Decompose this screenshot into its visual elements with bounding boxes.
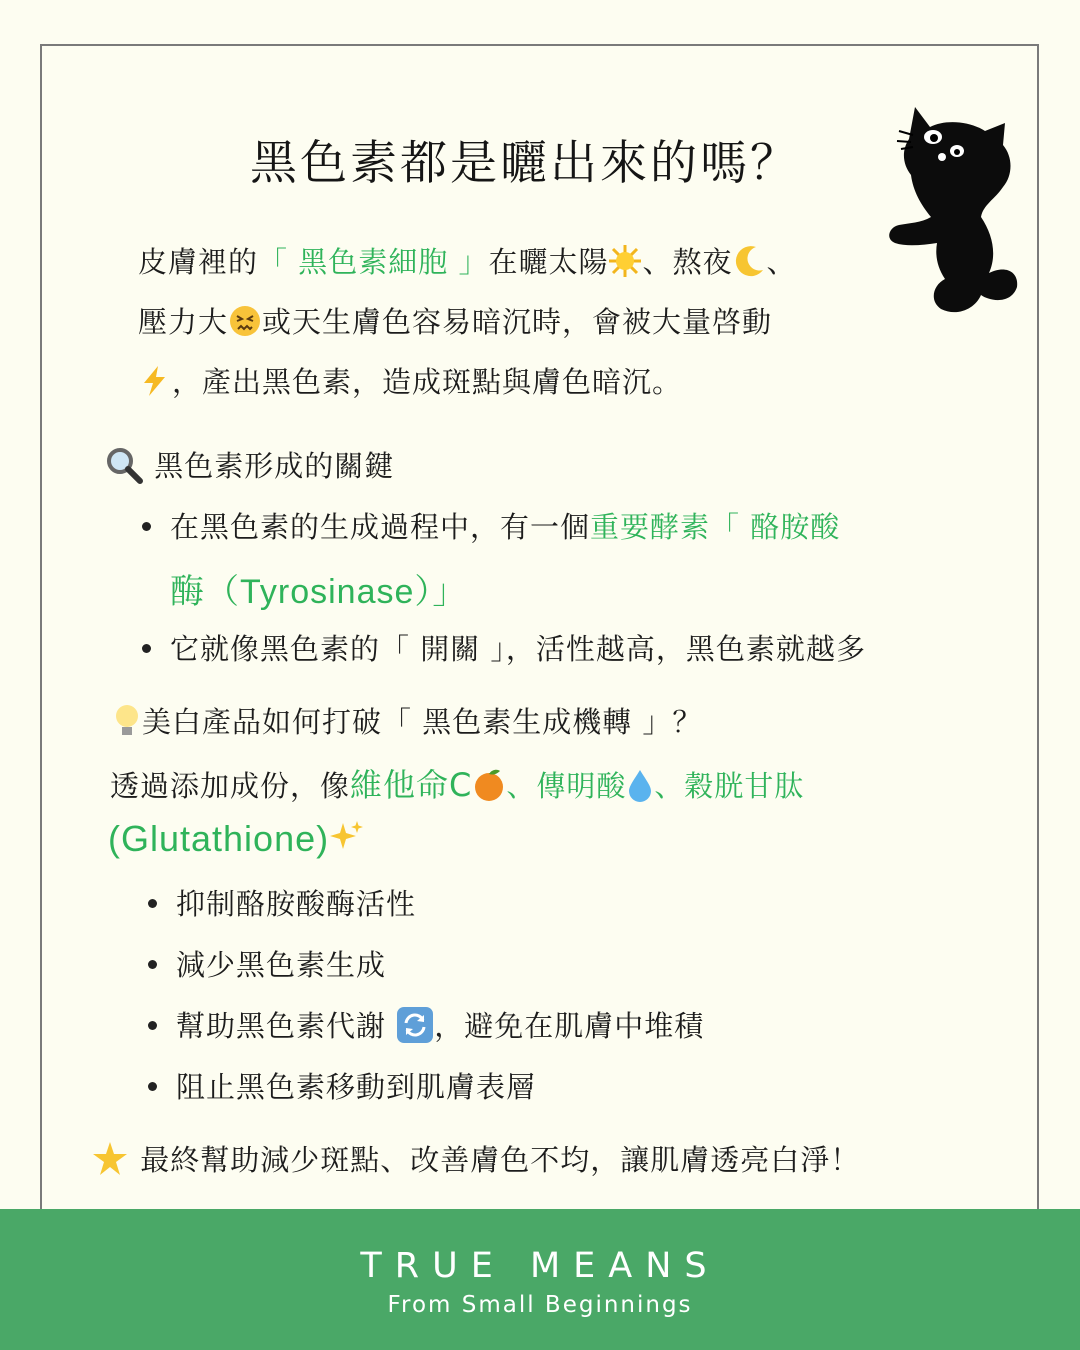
conclusion: 最終幫助減少斑點、改善膚色不均，讓肌膚透亮白淨！ [90, 1138, 860, 1186]
stressed-face-icon [228, 304, 262, 345]
section2-line-1: 透過添加成份，像維他命C 、傳明酸 、穀胱甘肽 [110, 760, 804, 809]
moon-icon [732, 244, 766, 285]
brand-name: TRUE MEANS [360, 1246, 720, 1286]
section2-bullet-3: 幫助黑色素代謝 ，避免在肌膚中堆積 [176, 1004, 704, 1051]
intro-line-1: 皮膚裡的「 黑色素細胞 」在曬太陽 、熬夜 、 [138, 240, 797, 285]
section1-bullet-1: 在黑色素的生成過程中，有一個重要酵素「 酪胺酸 [170, 505, 840, 546]
section1-heading: 黑色素形成的關鍵 [104, 444, 394, 492]
section2-line-2: (Glutathione) [108, 818, 365, 864]
section1-bullet-2: 它就像黑色素的「 開關 」，活性越高，黑色素就越多 [170, 627, 866, 668]
section2-heading: 美白產品如何打破「 黑色素生成機轉 」？ [112, 700, 702, 746]
magnifier-icon [104, 445, 144, 492]
section1-bullet-1-cont: 酶（Tyrosinase）」 [170, 573, 468, 611]
sparkles-icon [329, 819, 365, 864]
orange-icon [472, 768, 506, 809]
page-title: 黑色素都是曬出來的嗎？ [250, 136, 800, 191]
sun-icon [608, 244, 642, 285]
section2-bullet-2: 減少黑色素生成 [176, 943, 386, 984]
refresh-icon [396, 1006, 434, 1051]
droplet-icon [626, 768, 654, 809]
section2-bullet-4: 阻止黑色素移動到肌膚表層 [176, 1065, 536, 1106]
glowing-star-icon [90, 1139, 130, 1186]
intro-line-2: 壓力大 或天生膚色容易暗沉時，會被大量啓動 [138, 300, 772, 345]
lightbulb-icon [112, 703, 142, 746]
brand-tagline: From Small Beginnings [387, 1292, 693, 1318]
lightning-icon [138, 364, 172, 405]
section2-bullet-1: 抑制酪胺酸酶活性 [176, 882, 416, 923]
intro-line-3: ，產出黑色素，造成斑點與膚色暗沉。 [138, 360, 682, 405]
